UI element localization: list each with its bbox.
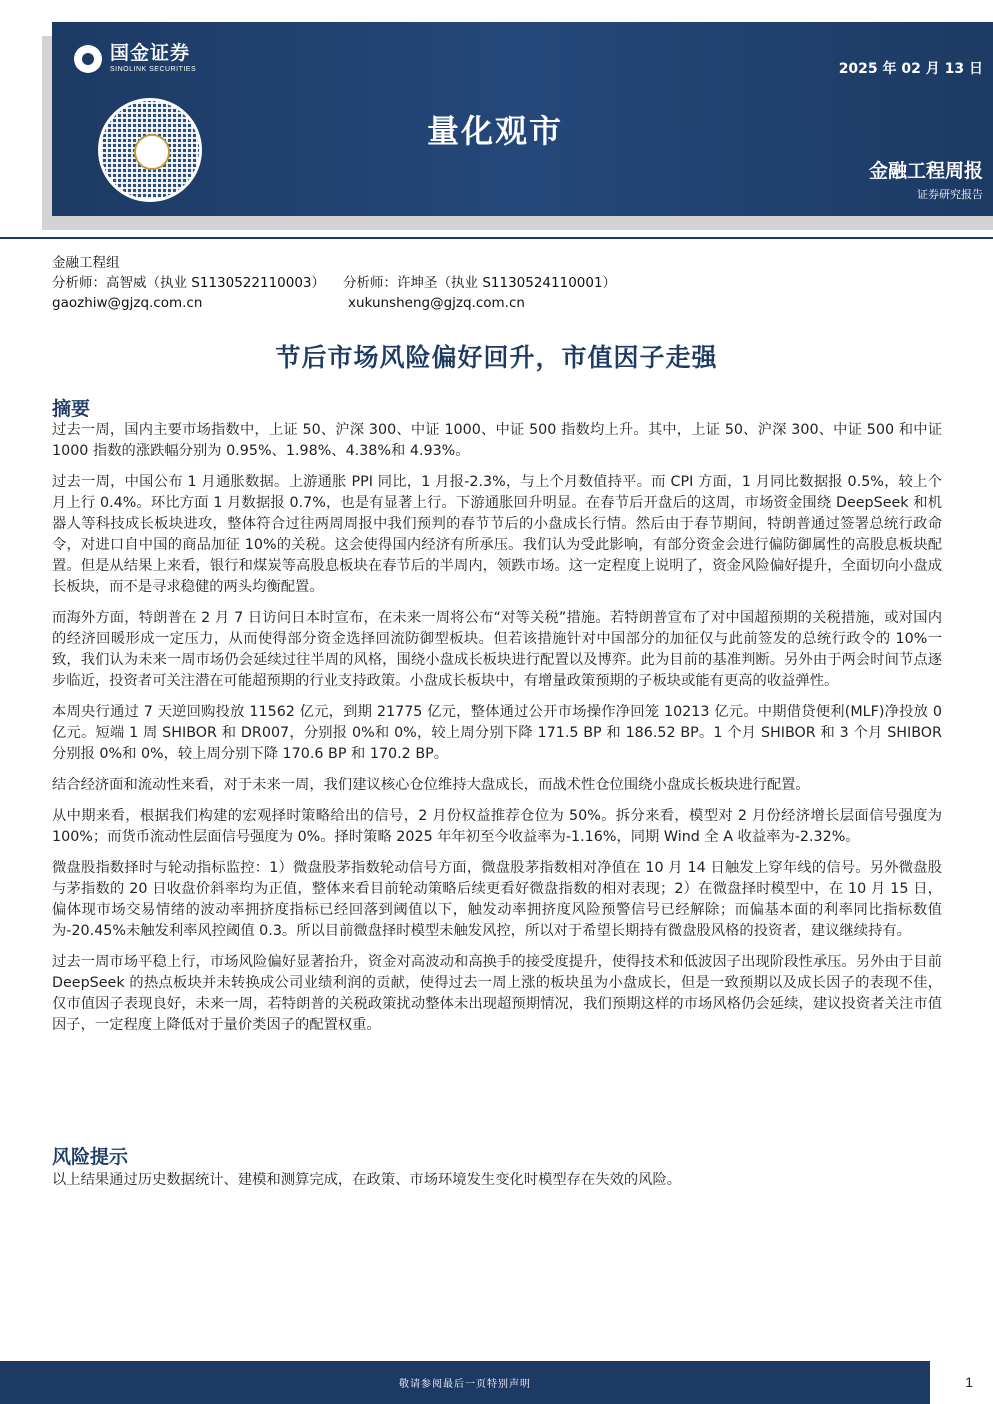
brand-logo: [74, 44, 196, 73]
summary-paragraph: 过去一周市场平稳上行，市场风险偏好显著抬升，资金对高波动和高换手的接受度提升，使得技术和低波因子出现阶段性承压。另外由于目前 DeepSeek 的热点板块并未转换成公司业绩利润的贡献，使得过去一周上涨的板块虽为小盘成长，但是一致预期以及成长因子的表现不佳，仅市值因子表现良好，未来一周，若特朗普的关税政策扰动整体未出现超预期情况，我们预期这样的市场风格仍会延续，建议投资者关注市值因子，一定程度上降低对于量价类因子的配置权重。: [52, 954, 942, 1033]
risk-body: [52, 1170, 942, 1201]
brand-name-cn: 国金证券: [110, 42, 191, 64]
summary-paragraph: 过去一周，国内主要市场指数中，上证 50、沪深 300、中证 1000、中证 500 指数均上升。其中，上证 50、沪深 300、中证 500 和中证 1000 指数的涨跌幅分别为 0.95%、1.98%、4.38%和 4.93%。: [52, 422, 942, 459]
summary-paragraph: 过去一周，中国公布 1 月通胀数据。上游通胀 PPI 同比，1 月报-2.3%，与上个月数值持平。而 CPI 方面，1 月同比数据报 0.5%，较上个月上行 0.4%。环比方面 1 月数据报 0.7%，也是有显著上行。下游通胀回升明显。在春节后开盘后的这周，市场资金围绕 DeepSeek 和机器人等科技成长板块进攻，整体符合过往两周周报中我们预判的春节节后的小盘成长行情。然后由于春节期间，特朗普通过签署总统行政命令，对进口自中国的商品加征 10%的关税。这会使得国内经济有所承压。我们认为受此影响，有部分资金会进行偏防御属性的高股息板块配置。但是从结果上来看，银行和煤炭等高股息板块在春节后的半周内，领跌市场。这一定程度上说明了，资金风险偏好提升，全面切向小盘成长板块，而不是寻求稳健的两头均衡配置。: [52, 474, 942, 595]
report-category: 证券研究报告: [917, 188, 983, 201]
summary-heading: 摘要: [52, 398, 91, 420]
team-name: 金融工程组: [52, 255, 120, 271]
summary-paragraph: 本周央行通过 7 天逆回购投放 11562 亿元，到期 21775 亿元，整体通过公开市场操作净回笼 10213 亿元。中期借贷便利(MLF)净投放 0 亿元。短端 1 周 SHIBOR 和 DR007，分别报 0%和 0%，较上周分别下降 171.5 BP 和 186.52 BP。1 个月 SHIBOR 和 3 个月 SHIBOR 分别报 0%和 0%，较上周分别下降 170.6 BP 和 170.2 BP。: [52, 704, 942, 762]
summary-paragraph: 从中期来看，根据我们构建的宏观择时策略给出的信号，2 月份权益推荐仓位为 50%。拆分来看，模型对 2 月份经济增长层面信号强度为 100%；而货币流动性层面信号强度为 0%。择时策略 2025 年年初至今收益率为-1.16%，同期 Wind 全 A 收益率为-2.32%。: [52, 808, 942, 845]
header-divider: [0, 237, 993, 239]
qr-center-logo: [134, 134, 170, 170]
report-series-title: 量化观市: [427, 112, 564, 150]
summary-body: [52, 420, 942, 1046]
summary-paragraph: 微盘股指数择时与轮动指标监控：1）微盘股茅指数轮动信号方面，微盘股茅指数相对净值在 10 月 14 日触发上穿年线的信号。另外微盘股与茅指数的 20 日收盘价斜率均为正值，整体来看目前轮动策略后续更看好微盘指数的相对表现；2）在微盘择时模型中，在 10 月 15 日，偏体现市场交易情绪的波动率拥挤度指标已经回落到阈值以下，触发动率拥挤度风险预警信号已经解除；而偏基本面的利率同比指标数值为-20.45%未触发利率风控阈值 0.3。所以目前微盘择时模型未触发风控，所以对于希望长期持有微盘股风格的投资者，建议继续持有。: [52, 860, 942, 939]
report-title: 节后市场风险偏好回升，市值因子走强: [275, 343, 718, 372]
analyst-1-email[interactable]: gaozhiw@gjzq.com.cn: [52, 295, 203, 311]
risk-heading: 风险提示: [52, 1146, 129, 1168]
logo-icon: [74, 45, 102, 73]
risk-paragraph: 以上结果通过历史数据统计、建模和测算完成，在政策、市场环境发生变化时模型存在失效的风险。: [52, 1172, 682, 1188]
summary-paragraph: 结合经济面和流动性来看，对于未来一周，我们建议核心仓位维持大盘成长，而战术性仓位围绕小盘成长板块进行配置。: [52, 777, 810, 793]
analyst-1: 分析师：高智威（执业 S1130522110003）: [52, 275, 326, 291]
brand-name-en: SINOLINK SECURITIES: [110, 66, 197, 73]
qr-code-icon: [98, 98, 202, 202]
analyst-2: 分析师：许坤圣（执业 S1130524110001）: [343, 275, 617, 291]
disclaimer-note: 敬请参阅最后一页特别声明: [399, 1379, 531, 1390]
analyst-2-email[interactable]: xukunsheng@gjzq.com.cn: [348, 295, 525, 311]
author-block: [52, 253, 616, 313]
page-number: 1: [965, 1374, 973, 1390]
report-type: 金融工程周报: [868, 160, 983, 182]
report-date: 2025 年 02 月 13 日: [838, 61, 983, 77]
report-header: [52, 22, 993, 216]
summary-paragraph: 而海外方面，特朗普在 2 月 7 日访问日本时宣布，在未来一周将公布“对等关税”措施。若特朗普宣布了对中国超预期的关税措施，或对国内的经济回暖形成一定压力，从而使得部分资金选择回流防御型板块。但若该措施针对中国部分的加征仅与此前签发的总统行政令的 10%一致，我们认为未来一周市场仍会延续过往半周的风格，围绕小盘成长板块进行配置以及博弈。此为目前的基准判断。另外由于两会时间节点逐步临近，投资者可关注潜在可能超预期的行业支持政策。小盘成长板块中，有增量政策预期的子板块或能有更高的收益弹性。: [52, 610, 942, 689]
footer-bar: [0, 1361, 930, 1404]
